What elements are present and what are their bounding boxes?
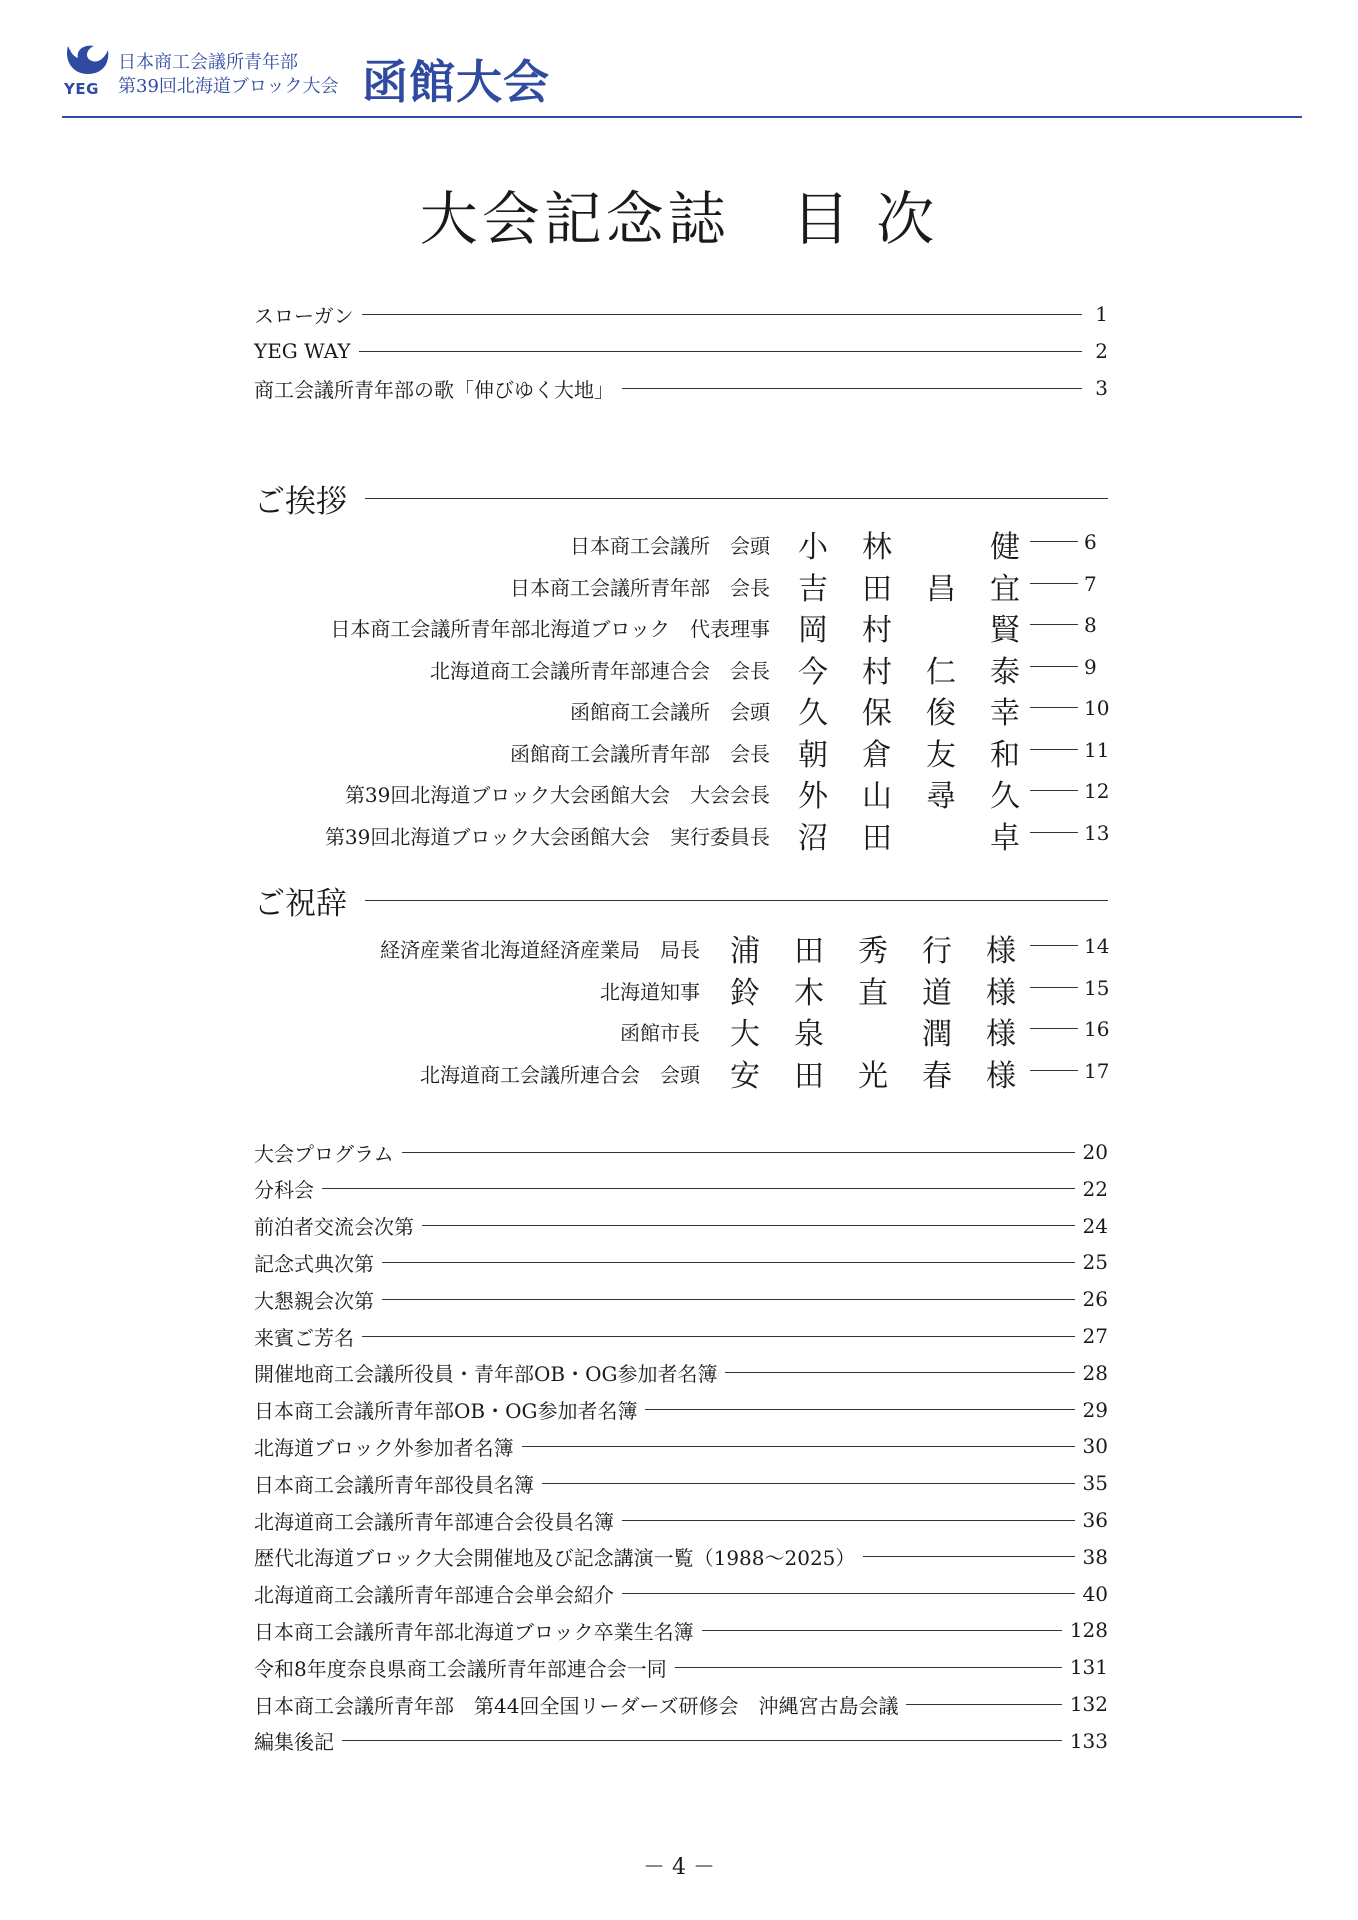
toc-entry[interactable] (0, 1009, 1358, 1052)
entry-page: 36 (1082, 1508, 1108, 1532)
name-char: 吉 (798, 571, 828, 607)
section-rule (365, 900, 1108, 901)
header-divider (62, 116, 1302, 118)
toc-entry[interactable] (0, 813, 1358, 856)
entry-label: スローガン (254, 303, 354, 328)
header-event-title: 函館大会 (362, 55, 550, 109)
leader-line (675, 1667, 1062, 1668)
name-char: 春 (922, 1058, 952, 1094)
leader-line (1030, 832, 1078, 833)
entry-page: 7 (1084, 571, 1097, 596)
leader-line (362, 314, 1082, 315)
entry-label: 歴代北海道ブロック大会開催地及び記念講演一覧（1988～2025） (254, 1546, 856, 1571)
entry-organization: 北海道商工会議所連合会 会頭 (420, 1062, 700, 1087)
leader-line (422, 1225, 1075, 1226)
toc-entry[interactable] (0, 771, 1358, 814)
leader-line (402, 1152, 1075, 1153)
entry-page: 14 (1084, 934, 1110, 958)
entry-page: 27 (1082, 1324, 1108, 1348)
entry-page: 24 (1082, 1213, 1108, 1238)
toc-entry[interactable] (0, 522, 1358, 565)
entry-page: 28 (1082, 1360, 1108, 1385)
toc-entry[interactable] (0, 926, 1358, 969)
leader-line (906, 1704, 1061, 1705)
toc-entry[interactable] (254, 1688, 1108, 1720)
page-number: － 4 － (643, 1855, 715, 1880)
toc-entry[interactable] (254, 372, 1108, 404)
leader-line (1030, 749, 1078, 750)
entry-page: 1 (1095, 302, 1108, 326)
leader-line (1030, 1028, 1078, 1029)
entry-label: 日本商工会議所青年部役員名簿 (254, 1472, 534, 1497)
entry-label: 分科会 (254, 1178, 314, 1203)
name-char: 村 (862, 654, 892, 690)
leader-line (1030, 987, 1078, 988)
entry-label: 北海道商工会議所青年部連合会単会紹介 (254, 1583, 614, 1608)
entry-label: 大会プログラム (254, 1141, 394, 1166)
entry-organization: 第39回北海道ブロック大会函館大会 大会会長 (344, 783, 770, 807)
entry-page: 6 (1084, 530, 1097, 554)
name-char: 直 (858, 975, 888, 1011)
toc-entry[interactable] (254, 1651, 1108, 1683)
name-char: 尋 (926, 779, 956, 814)
toc-entry[interactable] (254, 1725, 1108, 1757)
entry-organization: 北海道商工会議所青年部連合会 会長 (430, 658, 770, 683)
name-char: 様 (986, 975, 1016, 1011)
entry-label: 日本商工会議所青年部北海道ブロック卒業生名簿 (254, 1619, 694, 1644)
section-title: ご挨拶 (254, 483, 347, 520)
name-char: 和 (990, 737, 1020, 773)
entry-page: 10 (1084, 696, 1110, 720)
name-char: 友 (926, 737, 956, 773)
toc-entry[interactable] (254, 1283, 1108, 1315)
entry-organization: 北海道知事 (600, 979, 700, 1004)
name-char: 様 (986, 934, 1016, 969)
name-char: 安 (730, 1058, 760, 1094)
leader-line (1030, 1070, 1078, 1071)
entry-organization: 日本商工会議所青年部北海道ブロック 代表理事 (330, 617, 770, 641)
toc-entry[interactable] (254, 1504, 1108, 1536)
toc-entry[interactable] (254, 1357, 1108, 1389)
name-char: 宜 (990, 571, 1020, 607)
entry-page: 17 (1084, 1058, 1110, 1083)
section-title: ご祝辞 (254, 885, 347, 922)
name-char: 久 (798, 696, 828, 731)
name-char: 田 (862, 571, 892, 607)
entry-label: YEG WAY (254, 339, 351, 363)
leader-line (1030, 541, 1078, 542)
entry-page: 30 (1082, 1434, 1108, 1459)
toc-entry[interactable] (0, 647, 1358, 690)
leader-line (622, 388, 1082, 389)
name-char: 倉 (862, 737, 892, 773)
entry-label: 編集後記 (254, 1730, 334, 1755)
toc-entry[interactable] (0, 688, 1358, 731)
toc-entry[interactable] (254, 1394, 1108, 1426)
name-char: 林 (862, 530, 892, 565)
name-char: 大 (730, 1017, 760, 1052)
entry-label: 日本商工会議所青年部 第44回全国リーダーズ研修会 沖縄宮古島会議 (254, 1693, 899, 1718)
entry-page: 40 (1082, 1581, 1108, 1606)
name-char: 健 (990, 530, 1020, 565)
entry-page: 131 (1069, 1655, 1108, 1680)
name-char: 小 (798, 530, 828, 565)
name-char: 沼 (798, 820, 828, 856)
leader-line (1030, 707, 1078, 708)
entry-label: 商工会議所青年部の歌「伸びゆく大地」 (254, 377, 614, 402)
name-char: 賢 (990, 613, 1020, 648)
name-char: 田 (862, 820, 892, 856)
entry-organization: 経済産業省北海道経済産業局 局長 (380, 938, 700, 962)
toc-entry[interactable] (254, 1541, 1108, 1573)
name-char: 田 (794, 934, 824, 969)
leader-line (863, 1556, 1074, 1557)
entry-page: 9 (1084, 654, 1097, 679)
leader-line (322, 1188, 1075, 1189)
entry-page: 15 (1084, 975, 1110, 1000)
entry-page: 133 (1069, 1728, 1108, 1753)
entry-page: 16 (1084, 1017, 1110, 1041)
entry-label: 来賓ご芳名 (254, 1325, 354, 1350)
leader-line (1030, 583, 1078, 584)
name-char: 鈴 (730, 975, 760, 1011)
toc-entry[interactable] (254, 1430, 1108, 1462)
toc-entry[interactable] (254, 335, 1108, 367)
entry-page: 11 (1084, 737, 1110, 762)
toc-entry[interactable] (0, 968, 1358, 1011)
entry-label: 日本商工会議所青年部OB・OG参加者名簿 (254, 1399, 638, 1424)
name-char: 様 (986, 1058, 1016, 1094)
name-char: 村 (862, 613, 892, 648)
leader-line (725, 1372, 1074, 1373)
leader-line (342, 1740, 1062, 1741)
toc-entry[interactable] (254, 1578, 1108, 1610)
toc-entry[interactable] (0, 1051, 1358, 1094)
entry-label: 令和8年度奈良県商工会議所青年部連合会一同 (254, 1656, 667, 1681)
greetings-heading (254, 478, 1108, 518)
leader-line (542, 1483, 1075, 1484)
entry-page: 22 (1082, 1176, 1108, 1201)
name-char: 道 (922, 975, 952, 1011)
name-char: 俊 (926, 696, 956, 731)
name-char: 秀 (858, 934, 888, 969)
leader-line (1030, 666, 1078, 667)
name-char: 卓 (990, 820, 1020, 856)
name-char: 様 (986, 1017, 1016, 1052)
header-organization: 日本商工会議所青年部 (118, 52, 298, 73)
toc-entry[interactable] (254, 1136, 1108, 1168)
entry-page: 29 (1082, 1397, 1108, 1422)
entry-label: 前泊者交流会次第 (254, 1215, 414, 1240)
name-char: 朝 (798, 737, 828, 773)
leader-line (362, 1336, 1075, 1337)
leader-line (382, 1262, 1075, 1263)
name-char: 今 (798, 654, 828, 690)
name-char: 田 (794, 1058, 824, 1094)
name-char: 久 (990, 779, 1020, 814)
toc-entry[interactable] (254, 1246, 1108, 1278)
logo-text: YEG (64, 80, 99, 98)
toc-entry[interactable] (254, 1614, 1108, 1646)
entry-label: 北海道商工会議所青年部連合会役員名簿 (254, 1509, 614, 1534)
name-char: 行 (922, 934, 952, 969)
leader-line (622, 1593, 1075, 1594)
section-rule (365, 498, 1108, 499)
entry-page: 13 (1084, 820, 1110, 845)
leader-line (1030, 945, 1078, 946)
toc-entry[interactable] (254, 1320, 1108, 1352)
entry-page: 2 (1095, 339, 1108, 363)
leader-line (1030, 624, 1078, 625)
name-char: 昌 (926, 571, 956, 607)
congratulations-heading (254, 880, 1108, 920)
entry-page: 20 (1082, 1140, 1108, 1164)
name-char: 浦 (730, 934, 760, 969)
toc-entry[interactable] (254, 1210, 1108, 1242)
leader-line (622, 1520, 1075, 1521)
entry-label: 大懇親会次第 (254, 1288, 374, 1313)
name-char: 保 (862, 696, 892, 731)
leader-line (645, 1409, 1074, 1410)
toc-entry[interactable] (254, 1173, 1108, 1205)
entry-page: 128 (1069, 1618, 1108, 1643)
name-char: 光 (858, 1058, 888, 1094)
header-block-event: 第39回北海道ブロック大会 (118, 76, 339, 97)
entry-organization: 函館商工会議所 会頭 (570, 700, 770, 724)
entry-page: 132 (1069, 1692, 1108, 1716)
entry-page: 38 (1082, 1544, 1108, 1569)
toc-entry[interactable] (254, 1467, 1108, 1499)
leader-line (522, 1446, 1075, 1447)
name-char: 山 (862, 779, 892, 814)
entry-page: 35 (1082, 1471, 1108, 1496)
toc-entry[interactable] (254, 298, 1108, 330)
name-char: 潤 (922, 1017, 952, 1052)
name-char: 泰 (990, 654, 1020, 690)
entry-page: 8 (1084, 613, 1097, 637)
entry-organization: 第39回北海道ブロック大会函館大会 実行委員長 (324, 824, 770, 849)
entry-page: 26 (1082, 1287, 1108, 1312)
leader-line (359, 351, 1082, 352)
toc-entry[interactable] (0, 564, 1358, 607)
page-header (62, 40, 1302, 118)
leader-line (1030, 790, 1078, 791)
entry-page: 25 (1082, 1250, 1108, 1275)
name-char: 岡 (798, 613, 828, 648)
entry-organization: 日本商工会議所青年部 会長 (510, 575, 770, 600)
leader-line (702, 1630, 1062, 1631)
page-title: 大会記念誌 目 次 (419, 185, 939, 253)
entry-organization: 日本商工会議所 会頭 (570, 534, 770, 558)
name-char: 外 (798, 779, 828, 814)
entry-page: 12 (1084, 779, 1110, 803)
name-char: 仁 (926, 654, 956, 690)
toc-entry[interactable] (0, 605, 1358, 648)
toc-entry[interactable] (0, 730, 1358, 773)
name-char: 泉 (794, 1017, 824, 1052)
entry-organization: 函館商工会議所青年部 会長 (510, 741, 770, 766)
entry-label: 開催地商工会議所役員・青年部OB・OG参加者名簿 (254, 1362, 718, 1387)
name-char: 幸 (990, 696, 1020, 731)
entry-organization: 函館市長 (620, 1021, 700, 1045)
entry-label: 北海道ブロック外参加者名簿 (254, 1435, 514, 1460)
name-char: 木 (794, 975, 824, 1011)
entry-page: 3 (1095, 376, 1108, 400)
entry-label: 記念式典次第 (254, 1251, 374, 1276)
leader-line (382, 1299, 1075, 1300)
